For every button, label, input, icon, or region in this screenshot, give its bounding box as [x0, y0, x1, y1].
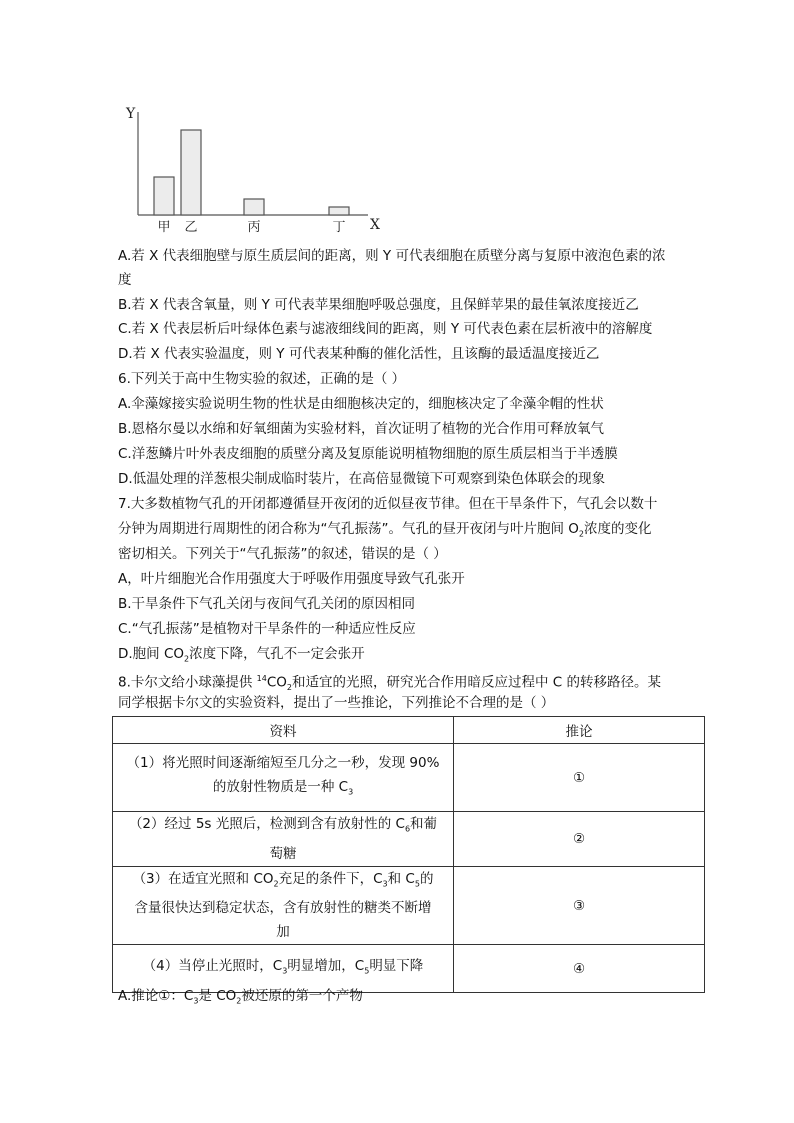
table-row — [113, 812, 705, 867]
x-tick-label: 丙 — [247, 220, 261, 235]
q7-option-d: D.胞间 $CO_2$浓度下降，气孔不一定会张开 — [118, 646, 365, 664]
bars-group — [154, 130, 349, 235]
q7-stem-line1: 7.大多数植物气孔的开闭都遵循昼开夜闭的近似昼夜节律。但在干旱条件下，气孔会以数十 — [118, 496, 658, 512]
table-row — [113, 945, 705, 993]
table-row — [113, 744, 705, 812]
bar-chart — [118, 100, 398, 240]
bar-2 — [244, 199, 264, 215]
table-row — [113, 866, 705, 945]
q5-option-a-cont: 度 — [118, 272, 132, 288]
x-tick-label: 甲 — [157, 220, 171, 235]
x-tick-label: 乙 — [184, 220, 198, 235]
table-header-row — [113, 717, 705, 744]
x-tick-label: 丁 — [332, 220, 346, 235]
bar-3 — [329, 207, 349, 215]
q7-option-a: A，叶片细胞光合作用强度大于呼吸作用强度导致气孔张开 — [118, 571, 465, 587]
chart-svg — [118, 100, 398, 240]
q5-option-b: B.若 X 代表含氧量，则 Y 可代表苹果细胞呼吸总强度，且保鲜苹果的最佳氧浓度接近乙 — [118, 297, 639, 313]
q6-option-c: C.洋葱鳞片叶外表皮细胞的质壁分离及复原能说明植物细胞的原生质层相当于半透膜 — [118, 446, 618, 462]
q8-data-table — [112, 716, 705, 993]
q7-option-c: C.“气孔振荡”是植物对干旱条件的一种适应性反应 — [118, 621, 416, 637]
bar-0 — [154, 177, 174, 215]
q6-stem: 6.下列关于高中生物实验的叙述，正确的是（ ） — [118, 371, 406, 387]
material-cell: （1）将光照时间逐渐缩短至几分之一秒，发现 90% 的放射性物质是一种 $C_3$ — [113, 744, 454, 812]
inference-cell: ③ — [454, 866, 705, 945]
q6-option-d: D.低温处理的洋葱根尖制成临时装片，在高倍显微镜下可观察到染色体联会的现象 — [118, 471, 606, 487]
x-axis-label: X — [370, 217, 380, 233]
bar-1 — [181, 130, 201, 215]
inference-cell: ④ — [454, 945, 705, 993]
q8-option-a: A.推论①：$C_3$是 $CO_2$被还原的第一个产物 — [118, 988, 363, 1006]
q8-stem-line1: 8.卡尔文给小球藻提供 $^{14}CO_2$和适宜的光照，研究光合作用暗反应过程中 C 的转移路径。某 — [118, 674, 662, 693]
header-inference: 推论 — [454, 717, 705, 744]
header-material: 资料 — [113, 717, 454, 744]
q6-option-b: B.恩格尔曼以水绵和好氧细菌为实验材料，首次证明了植物的光合作用可释放氧气 — [118, 421, 605, 437]
inference-cell: ① — [454, 744, 705, 812]
q5-option-c: C.若 X 代表层析后叶绿体色素与滤液细线间的距离，则 Y 可代表色素在层析液中的溶解度 — [118, 321, 653, 337]
y-axis-label: Y — [126, 106, 136, 122]
q7-stem-line3: 密切相关。下列关于“气孔振荡”的叙述，错误的是（ ） — [118, 546, 447, 562]
material-cell: （2）经过 5s 光照后，检测到含有放射性的 $C_6$和葡 萄糖 — [113, 812, 454, 867]
material-cell: （3）在适宜光照和 $CO_2$充足的条件下，$C_3$和 $C_5$的 含量很快达到稳定状态，含有放射性的糖类不断增 加 — [113, 866, 454, 945]
q5-option-d: D.若 X 代表实验温度，则 Y 可代表某种酶的催化活性，且该酶的最适温度接近乙 — [118, 346, 600, 362]
material-cell: （4）当停止光照时，$C_3$明显增加，$C_5$明显下降 — [113, 945, 454, 993]
inference-cell: ② — [454, 812, 705, 867]
q7-option-b: B.干旱条件下气孔关闭与夜间气孔关闭的原因相同 — [118, 596, 416, 612]
q5-option-a: A.若 X 代表细胞壁与原生质层间的距离，则 Y 可代表细胞在质壁分离与复原中液泡色素的浓 — [118, 248, 666, 264]
q8-stem-line2: 同学根据卡尔文的实验资料，提出了一些推论，下列推论不合理的是（ ） — [118, 695, 555, 711]
q6-option-a: A.伞藻嫁接实验说明生物的性状是由细胞核决定的，细胞核决定了伞藻伞帽的性状 — [118, 396, 604, 412]
q7-stem-line2: 分钟为周期进行周期性的闭合称为“气孔振荡”。气孔的昼开夜闭与叶片胞间 $O_2$浓度的变化 — [118, 521, 652, 539]
